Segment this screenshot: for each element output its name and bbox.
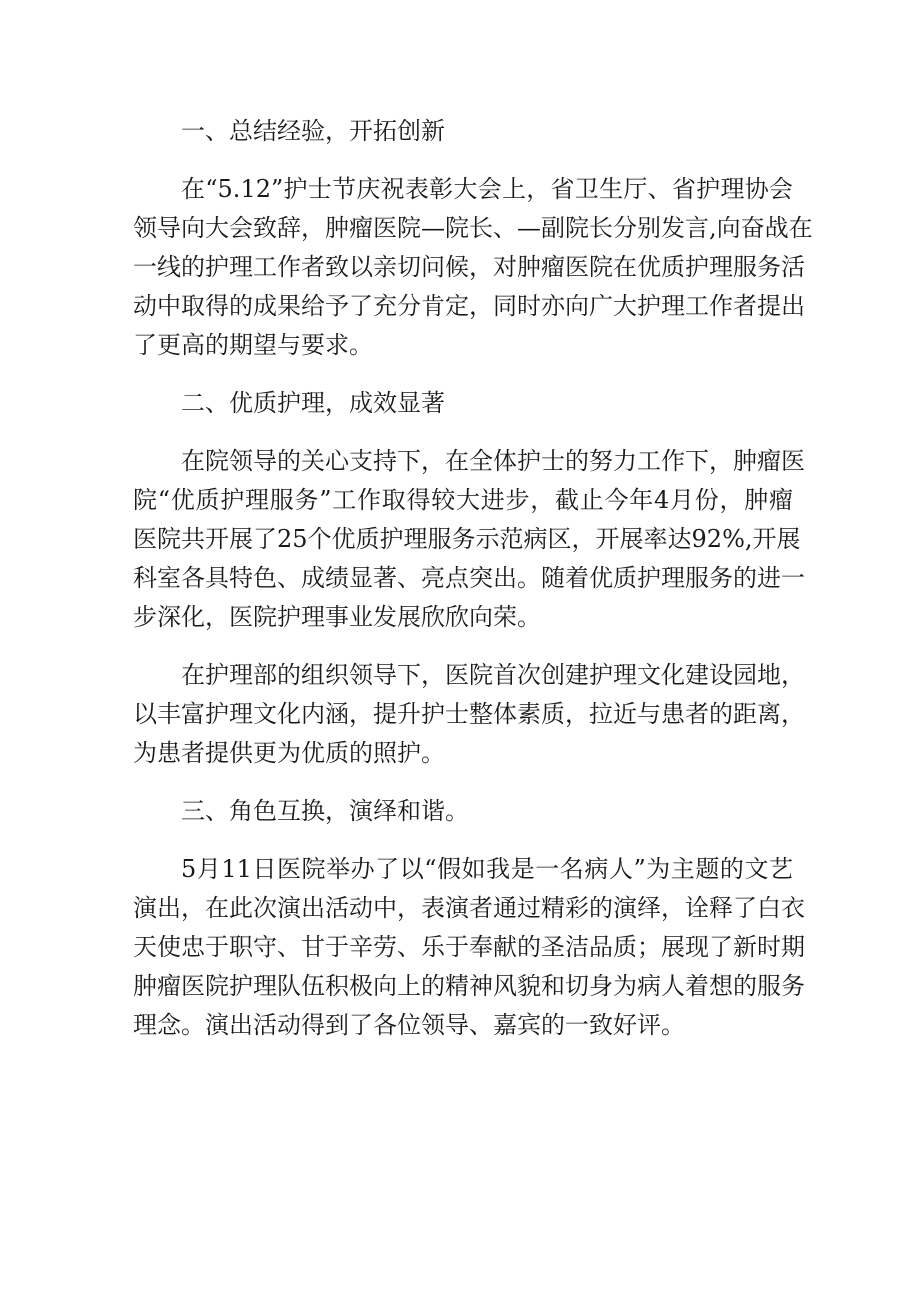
- spacer: [133, 151, 793, 170]
- section-heading-3: 三、角色互换，演绎和谐。: [181, 797, 469, 825]
- text-line: 院“优质护理服务”工作取得较大进步，截止今年4月份，肿瘤: [133, 486, 793, 514]
- paragraph-2-2: [133, 656, 805, 773]
- document-body: [133, 112, 813, 1045]
- section-heading-1: 一、总结经验，开拓创新: [181, 117, 445, 145]
- text-line: 在“5.12”护士节庆祝表彰大会上，省卫生厅、省护理协会: [181, 175, 793, 203]
- text-line: 理念。演出活动得到了各位领导、嘉宾的一致好评。: [133, 1011, 685, 1039]
- text-line: 肿瘤医院护理队伍积极向上的精神风貌和切身为病人着想的服务: [133, 972, 805, 1000]
- text-line: 演出，在此次演出活动中，表演者通过精彩的演绎，诠释了白衣: [133, 894, 805, 922]
- spacer: [133, 831, 793, 850]
- text-line: 在院领导的关心支持下，在全体护士的努力工作下，肿瘤医: [181, 447, 805, 475]
- text-line: 科室各具特色、成绩显著、亮点突出。随着优质护理服务的进一: [133, 564, 805, 592]
- text-line: 医院共开展了25个优质护理服务示范病区，开展率达92%,开展: [133, 525, 801, 553]
- text-line: 在护理部的组织领导下，医院首次创建护理文化建设园地，: [181, 661, 805, 689]
- text-line: 以丰富护理文化内涵，提升护士整体素质，拉近与患者的距离，: [133, 700, 805, 728]
- spacer: [133, 637, 793, 656]
- paragraph-3-1: [133, 850, 805, 1045]
- text-line: 领导向大会致辞，肿瘤医院—院长、—副院长分别发言,向奋战在: [133, 214, 813, 242]
- text-line: 了更高的期望与要求。: [133, 331, 373, 359]
- text-line: 动中取得的成果给予了充分肯定，同时亦向广大护理工作者提出: [133, 292, 805, 320]
- paragraph-1-1: [133, 170, 813, 365]
- text-line: 为患者提供更为优质的照护。: [133, 739, 445, 767]
- text-line: 一线的护理工作者致以亲切问候，对肿瘤医院在优质护理服务活: [133, 253, 805, 281]
- text-line: 步深化，医院护理事业发展欣欣向荣。: [133, 603, 541, 631]
- section-heading-2: 二、优质护理，成效显著: [181, 389, 445, 417]
- text-line: 5月11日医院举办了以“假如我是一名病人”为主题的文艺: [181, 855, 793, 883]
- text-line: 天使忠于职守、甘于辛劳、乐于奉献的圣洁品质；展现了新时期: [133, 933, 805, 961]
- paragraph-2-1: [133, 442, 805, 637]
- spacer: [133, 423, 793, 442]
- spacer: [133, 773, 793, 792]
- spacer: [133, 365, 793, 384]
